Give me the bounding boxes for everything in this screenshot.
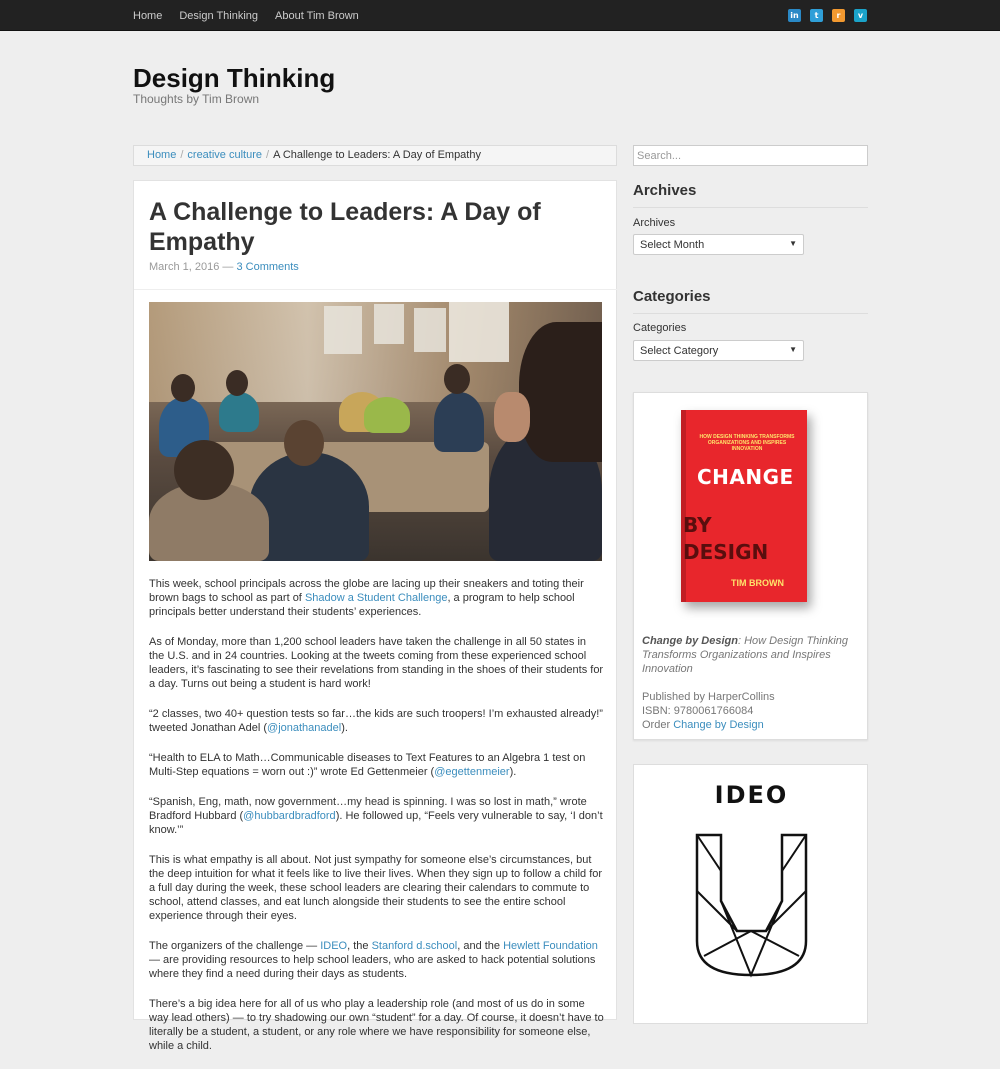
twitter-handle-link[interactable]: @hubbardbradford bbox=[243, 810, 336, 822]
image-person-head bbox=[174, 440, 234, 500]
book-cover-title: BY bbox=[683, 513, 712, 537]
book-order-prefix: Order bbox=[642, 719, 674, 731]
top-nav bbox=[133, 0, 359, 31]
categories-label: Categories bbox=[633, 322, 687, 334]
book-cover-author: TIM BROWN bbox=[731, 578, 784, 588]
book-cover-subtitle: HOW DESIGN THINKING TRANSFORMS ORGANIZATIONS AND INSPIRES INNOVATION bbox=[699, 434, 795, 452]
book-cover-title: CHANGE bbox=[697, 465, 794, 489]
text: The organizers of the challenge — bbox=[149, 940, 321, 952]
comments-link[interactable]: 3 Comments bbox=[236, 261, 299, 273]
chevron-down-icon: ▼ bbox=[789, 239, 797, 248]
book-widget bbox=[633, 392, 868, 740]
search-widget bbox=[633, 145, 868, 166]
divider bbox=[134, 289, 618, 290]
book-caption-title: Change by Design bbox=[642, 635, 738, 647]
nav-about-link[interactable]: About Tim Brown bbox=[275, 9, 359, 22]
book-order bbox=[642, 719, 862, 731]
image-person-head bbox=[284, 420, 324, 466]
site-title[interactable]: Design Thinking bbox=[133, 63, 336, 93]
vimeo-icon[interactable]: v bbox=[854, 9, 867, 22]
text: , a program to help school principals better understand their students’ experiences. bbox=[149, 592, 575, 618]
book-caption-subtitle: : How Design Thinking Transforms Organizations and Inspires Innovation bbox=[642, 635, 849, 675]
post-title: A Challenge to Leaders: A Day of Empathy bbox=[149, 198, 541, 256]
text: “Health to ELA to Math…Communicable diseases to Text Features to an Algebra 1 test on Multi-Step equations = worn out :)” wrote Ed Gettenmeier ( bbox=[149, 752, 586, 778]
book-caption bbox=[642, 634, 862, 676]
paragraph: There’s a big idea here for all of us who play a leadership role (and most of us do in some way lead others) — to try shadowing our own “student” for a day. Of course, it doesn’t have to literally be a student, a student, or any role where we have responsibility for someone else, while a child. bbox=[149, 998, 604, 1052]
text: , the bbox=[347, 940, 372, 952]
image-poster bbox=[324, 306, 362, 354]
breadcrumb-current: A Challenge to Leaders: A Day of Empathy bbox=[273, 149, 481, 161]
top-navbar bbox=[0, 0, 1000, 31]
text: This week, school principals across the globe are lacing up their sneakers and toting their brown bags to school as part of bbox=[149, 578, 584, 604]
image-person bbox=[219, 392, 259, 432]
nav-design-thinking-link[interactable]: Design Thinking bbox=[179, 9, 259, 22]
rss-icon[interactable]: r bbox=[832, 9, 845, 22]
book-cover-image[interactable] bbox=[681, 410, 807, 602]
article bbox=[133, 180, 617, 1052]
categories-select[interactable] bbox=[633, 340, 804, 361]
image-person-head bbox=[226, 370, 248, 396]
categories-select-value: Select Category bbox=[640, 345, 719, 357]
paragraph bbox=[149, 939, 604, 981]
post-date: March 1, 2016 bbox=[149, 261, 220, 273]
image-person-hair bbox=[519, 322, 602, 462]
paragraph bbox=[149, 577, 604, 619]
image-poster bbox=[374, 304, 404, 344]
linkedin-icon[interactable]: in bbox=[788, 9, 801, 22]
book-cover-title: DESIGN bbox=[683, 540, 769, 564]
breadcrumb-category-link[interactable]: creative culture bbox=[187, 149, 262, 161]
ideo-u-widget[interactable] bbox=[633, 764, 868, 1024]
chevron-down-icon: ▼ bbox=[789, 345, 797, 354]
categories-widget-title: Categories bbox=[633, 288, 868, 314]
search-input[interactable] bbox=[633, 145, 868, 166]
post-content bbox=[149, 577, 604, 1069]
archives-label: Archives bbox=[633, 217, 676, 229]
text: — are providing resources to help school leaders, who are asked to hack potential solutions where they find a need during their days as students. bbox=[149, 954, 596, 980]
image-poster bbox=[414, 308, 446, 352]
paragraph: As of Monday, more than 1,200 school leaders have taken the challenge in all 50 states in the U.S. and in 24 countries. Looking at the tweets coming from these experienced school leaders, it’s fascinating to see their revelations from standing in the shoes of their students for a day. Turns out being a student is hard work! bbox=[149, 636, 604, 690]
stanford-link[interactable]: Stanford d.school bbox=[371, 940, 458, 952]
archives-widget-title: Archives bbox=[633, 182, 868, 208]
breadcrumb-separator: / bbox=[266, 149, 270, 161]
post-meta bbox=[149, 261, 299, 273]
book-isbn: ISBN: 9780061766084 bbox=[642, 705, 754, 717]
breadcrumb-home-link[interactable]: Home bbox=[147, 149, 177, 161]
text: ). bbox=[509, 766, 517, 778]
book-publisher: Published by HarperCollins bbox=[642, 691, 775, 703]
meta-dash: — bbox=[219, 261, 237, 273]
archives-select-value: Select Month bbox=[640, 239, 705, 251]
twitter-handle-link[interactable]: @jonathanadel bbox=[267, 722, 342, 734]
breadcrumb bbox=[133, 145, 617, 166]
image-person-face bbox=[494, 392, 530, 442]
post-featured-image bbox=[149, 302, 602, 561]
paragraph bbox=[149, 751, 604, 779]
paragraph bbox=[149, 707, 604, 735]
paragraph: This is what empathy is all about. Not just sympathy for someone else’s circumstances, but the deep intuition for what it feels like to live their lives. When they sign up to follow a child for a full day during the week, these school leaders are clearing their calendars to commute to school, attend classes, and eat lunch alongside their students to see the entire school experience through their eyes. bbox=[149, 854, 603, 922]
text: ). bbox=[341, 722, 348, 734]
paragraph bbox=[149, 795, 604, 837]
social-icons bbox=[788, 9, 867, 22]
hewlett-link[interactable]: Hewlett Foundation bbox=[503, 940, 598, 952]
ideo-link[interactable]: IDEO bbox=[320, 940, 348, 952]
archives-select[interactable] bbox=[633, 234, 804, 255]
image-person bbox=[434, 392, 484, 452]
text: “Spanish, Eng, math, now government…my head is spinning. I was so lost in math,” wrote Bradford Hubbard ( bbox=[149, 796, 587, 822]
text: “2 classes, two 40+ question tests so far…the kids are such troopers! I’m exhausted already!” tweeted Jonathan Adel ( bbox=[149, 708, 603, 734]
ideo-u-logo bbox=[634, 831, 869, 1031]
book-order-link[interactable]: Change by Design bbox=[673, 719, 764, 731]
ideo-wordmark: IDEO bbox=[714, 781, 789, 809]
nav-home-link[interactable]: Home bbox=[133, 9, 163, 22]
breadcrumb-separator: / bbox=[180, 149, 184, 161]
twitter-handle-link[interactable]: @egettenmeier bbox=[434, 766, 510, 778]
image-person-head bbox=[444, 364, 470, 394]
shadow-challenge-link[interactable]: Shadow a Student Challenge bbox=[304, 592, 448, 604]
text: ). He followed up, “Feels very vulnerable to say, ‘I don’t know.’” bbox=[149, 810, 603, 836]
image-person bbox=[364, 397, 410, 433]
image-person-head bbox=[171, 374, 195, 402]
image-window bbox=[449, 302, 509, 362]
site-description: Thoughts by Tim Brown bbox=[133, 92, 260, 106]
book-spine bbox=[681, 410, 686, 602]
twitter-icon[interactable]: t bbox=[810, 9, 823, 22]
text: , and the bbox=[457, 940, 504, 952]
